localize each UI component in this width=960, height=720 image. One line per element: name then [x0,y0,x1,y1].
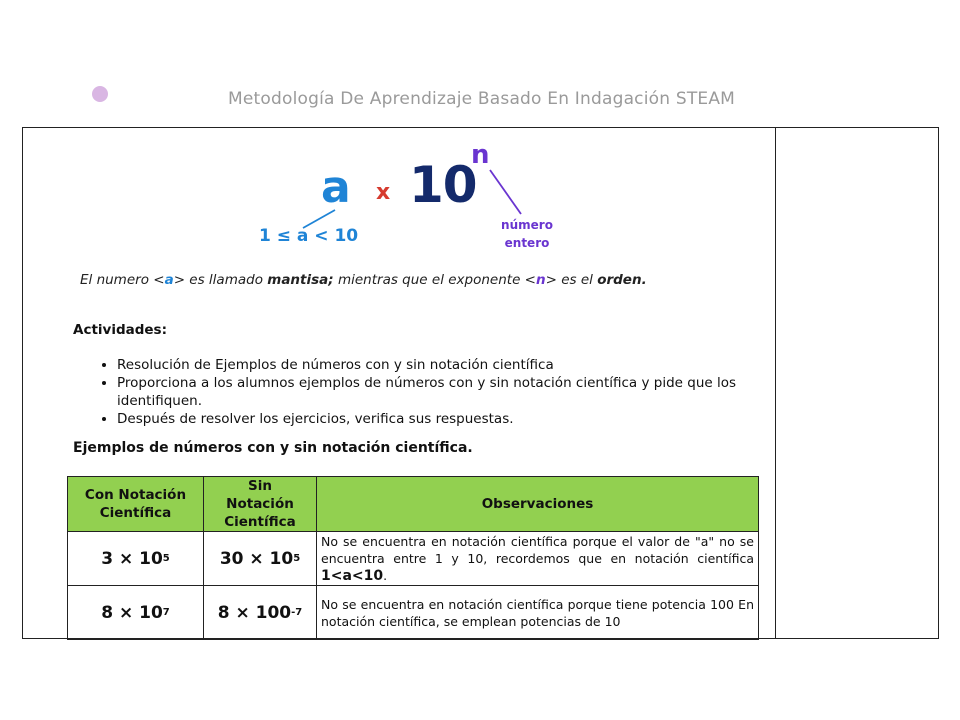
col-header-sin: Sin Notación Científica [204,477,317,532]
cell-exponent: -7 [291,606,303,618]
observation-text: No se encuentra en notación científica porque tiene potencia 100 En notación científica, se emplean potencias de 10 [321,596,754,629]
definition-part: mientras que el exponente < [333,272,536,288]
sin-notacion-cell [204,586,317,640]
exponent-arrow [490,170,521,214]
observation-cell [317,586,759,640]
activity-item: • Resolución de Ejemplos de números con y sin notación científica [117,356,797,374]
formula-times: x [376,180,391,205]
definition-part: > es el [545,272,598,288]
formula-base: 10 [409,156,477,214]
scientific-notation-formula [255,140,575,255]
definition-mantisa: mantisa; [267,272,334,288]
activity-item: • Proporciona a los alumnos ejemplos de números con y sin notación científica y pide que los identifiquen. [117,374,797,410]
col-header-observaciones: Observaciones [317,477,759,532]
exponent-label [489,216,565,252]
table-row [68,586,759,640]
exponent-label-line2: entero [504,236,550,250]
observation-text: No se encuentra en notación científica porque el valor de "a" no se encuentra entre 1 y 10, recordemos que en notación científica [321,533,754,566]
cell-base: 8 × 100 [217,602,292,623]
exponent-label-line1: número [501,218,553,232]
examples-table [67,476,759,640]
activity-item: • Después de resolver los ejercicios, verifica sus respuestas. [117,410,797,428]
examples-title: Ejemplos de números con y sin notación científica. [73,440,473,456]
activities-title: Actividades: [73,322,167,338]
cell-base: 30 × 10 [219,548,294,569]
observation-end: . [383,567,388,583]
cell-base: 8 × 10 [101,602,163,623]
header-title: Metodología De Aprendizaje Basado En Indagación STEAM [228,89,736,109]
logo-icon [92,86,108,102]
definition-n: n [535,272,546,288]
page-header [0,86,960,112]
table-row [68,532,759,586]
activities-list [93,356,797,428]
con-notacion-cell [68,586,204,640]
definition-part: El numero < [80,272,165,288]
sin-notacion-cell [204,532,317,586]
formula-mantissa: a [321,162,351,213]
con-notacion-cell [68,532,204,586]
observation-strong: 1<a<10 [321,567,384,584]
observation-cell [317,532,759,586]
mantissa-range: 1 ≤ a < 10 [259,226,359,246]
col-header-con: Con Notación Científica [68,477,204,532]
definition-orden: orden. [597,272,647,288]
formula-exponent: n [471,140,490,170]
cell-exponent: 5 [162,552,170,564]
cell-exponent: 7 [162,606,170,618]
table-header-row [68,477,759,532]
definition-a: a [164,272,174,288]
cell-base: 3 × 10 [101,548,163,569]
definition-part: > es llamado [173,272,268,288]
definition-text [80,272,647,288]
cell-exponent: 5 [293,552,301,564]
